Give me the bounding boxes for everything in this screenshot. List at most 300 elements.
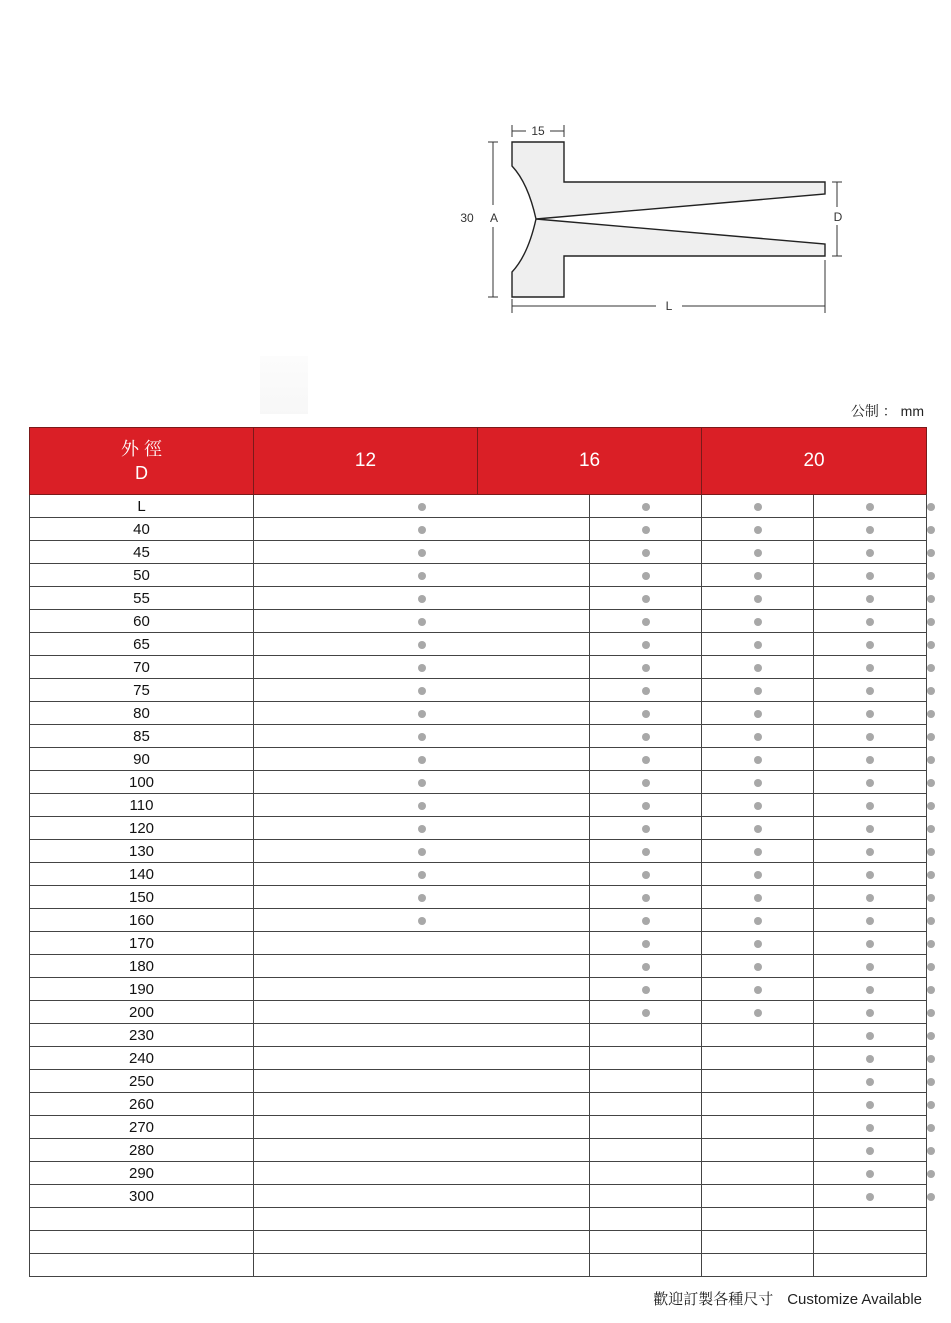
availability-dot-icon xyxy=(642,733,650,741)
availability-dot-icon xyxy=(642,549,650,557)
availability-cell xyxy=(590,610,702,633)
label-a: A xyxy=(489,211,499,225)
availability-dot-icon xyxy=(866,986,874,994)
profile-shape xyxy=(512,142,825,297)
availability-cell xyxy=(814,1185,927,1208)
availability-dot-icon xyxy=(866,756,874,764)
availability-cell xyxy=(590,817,702,840)
availability-cell xyxy=(254,1093,590,1116)
availability-dot-icon xyxy=(754,549,762,557)
availability-dot-icon xyxy=(642,710,650,718)
availability-dot-icon xyxy=(927,917,935,925)
availability-dot-icon xyxy=(754,894,762,902)
table-row xyxy=(30,656,927,679)
availability-cell xyxy=(814,495,927,518)
availability-cell xyxy=(590,679,702,702)
availability-cell xyxy=(702,955,814,978)
availability-dot-icon xyxy=(927,802,935,810)
row-length-label: 130 xyxy=(30,840,254,863)
availability-dot-icon xyxy=(754,641,762,649)
table-row xyxy=(30,679,927,702)
availability-dot-icon xyxy=(754,986,762,994)
availability-dot-icon xyxy=(927,1147,935,1155)
availability-cell xyxy=(814,702,927,725)
availability-cell xyxy=(254,1185,590,1208)
availability-cell xyxy=(590,794,702,817)
row-length-label: 160 xyxy=(30,909,254,932)
table-row xyxy=(30,932,927,955)
availability-dot-icon xyxy=(418,848,426,856)
availability-cell xyxy=(814,863,927,886)
footer-zh: 歡迎訂製各種尺寸 xyxy=(653,1291,774,1308)
availability-dot-icon xyxy=(754,779,762,787)
profile-diagram xyxy=(440,115,860,320)
availability-dot-icon xyxy=(754,503,762,511)
availability-dot-icon xyxy=(754,940,762,948)
footer-en: Customize Available xyxy=(787,1291,922,1308)
availability-cell xyxy=(814,794,927,817)
availability-cell xyxy=(254,1162,590,1185)
availability-cell xyxy=(590,1139,702,1162)
availability-dot-icon xyxy=(418,917,426,925)
availability-dot-icon xyxy=(642,526,650,534)
availability-cell xyxy=(590,518,702,541)
table-row xyxy=(30,610,927,633)
availability-dot-icon xyxy=(866,1078,874,1086)
availability-cell xyxy=(814,656,927,679)
availability-dot-icon xyxy=(927,1124,935,1132)
table-row xyxy=(30,495,927,518)
availability-cell xyxy=(254,1001,590,1024)
availability-dot-icon xyxy=(754,526,762,534)
row-length-label: 110 xyxy=(30,794,254,817)
table-row xyxy=(30,1162,927,1185)
availability-cell xyxy=(814,978,927,1001)
availability-cell xyxy=(702,1254,814,1277)
table-row xyxy=(30,587,927,610)
availability-cell xyxy=(702,702,814,725)
row-length-label: 150 xyxy=(30,886,254,909)
row-length-label: 55 xyxy=(30,587,254,610)
availability-dot-icon xyxy=(866,572,874,580)
availability-dot-icon xyxy=(927,825,935,833)
table-row xyxy=(30,1208,927,1231)
unit-label: 公制 ： mm xyxy=(850,403,924,419)
availability-cell xyxy=(590,587,702,610)
availability-dot-icon xyxy=(642,779,650,787)
availability-dot-icon xyxy=(927,664,935,672)
header-size-12: 12 xyxy=(254,428,478,495)
availability-cell xyxy=(702,495,814,518)
row-length-label: 90 xyxy=(30,748,254,771)
table-row xyxy=(30,1093,927,1116)
availability-dot-icon xyxy=(754,917,762,925)
availability-dot-icon xyxy=(927,618,935,626)
availability-dot-icon xyxy=(754,848,762,856)
availability-cell xyxy=(590,702,702,725)
availability-cell xyxy=(254,794,590,817)
availability-dot-icon xyxy=(754,664,762,672)
availability-dot-icon xyxy=(418,503,426,511)
availability-cell xyxy=(590,1162,702,1185)
availability-dot-icon xyxy=(642,825,650,833)
availability-cell xyxy=(814,1024,927,1047)
availability-cell xyxy=(814,909,927,932)
table-header-row xyxy=(30,428,927,495)
availability-cell xyxy=(702,610,814,633)
availability-cell xyxy=(254,748,590,771)
availability-cell xyxy=(814,932,927,955)
table-row xyxy=(30,748,927,771)
availability-dot-icon xyxy=(927,641,935,649)
row-length-label: 300 xyxy=(30,1185,254,1208)
availability-cell xyxy=(702,1139,814,1162)
availability-cell xyxy=(814,725,927,748)
availability-dot-icon xyxy=(927,503,935,511)
availability-cell xyxy=(254,909,590,932)
availability-cell xyxy=(702,1070,814,1093)
availability-dot-icon xyxy=(866,1147,874,1155)
availability-cell xyxy=(814,564,927,587)
availability-dot-icon xyxy=(927,710,935,718)
availability-cell xyxy=(702,1001,814,1024)
availability-cell xyxy=(590,1024,702,1047)
availability-cell xyxy=(590,771,702,794)
availability-dot-icon xyxy=(418,687,426,695)
availability-dot-icon xyxy=(754,572,762,580)
availability-cell xyxy=(254,1116,590,1139)
availability-cell xyxy=(254,886,590,909)
availability-dot-icon xyxy=(642,963,650,971)
availability-cell xyxy=(590,725,702,748)
row-length-label: 170 xyxy=(30,932,254,955)
availability-dot-icon xyxy=(866,595,874,603)
availability-cell xyxy=(702,771,814,794)
availability-cell xyxy=(814,840,927,863)
availability-dot-icon xyxy=(866,641,874,649)
row-length-label: 75 xyxy=(30,679,254,702)
availability-dot-icon xyxy=(642,802,650,810)
availability-cell xyxy=(702,518,814,541)
availability-dot-icon xyxy=(866,710,874,718)
availability-cell xyxy=(702,1024,814,1047)
availability-cell xyxy=(814,1116,927,1139)
availability-cell xyxy=(702,886,814,909)
availability-cell xyxy=(254,1047,590,1070)
row-length-label: 270 xyxy=(30,1116,254,1139)
availability-cell xyxy=(814,587,927,610)
row-length-label: 180 xyxy=(30,955,254,978)
availability-cell xyxy=(814,1254,927,1277)
availability-dot-icon xyxy=(866,894,874,902)
availability-cell xyxy=(254,840,590,863)
availability-cell xyxy=(254,495,590,518)
availability-dot-icon xyxy=(642,641,650,649)
availability-dot-icon xyxy=(754,756,762,764)
availability-dot-icon xyxy=(642,848,650,856)
availability-dot-icon xyxy=(642,503,650,511)
availability-dot-icon xyxy=(754,1009,762,1017)
row-length-label: 240 xyxy=(30,1047,254,1070)
availability-dot-icon xyxy=(927,549,935,557)
availability-cell xyxy=(814,633,927,656)
table-row xyxy=(30,1231,927,1254)
availability-dot-icon xyxy=(418,756,426,764)
table-row xyxy=(30,909,927,932)
availability-dot-icon xyxy=(418,641,426,649)
row-length-label xyxy=(30,1254,254,1277)
availability-dot-icon xyxy=(866,1193,874,1201)
availability-cell xyxy=(254,702,590,725)
row-length-label: 70 xyxy=(30,656,254,679)
availability-cell xyxy=(590,932,702,955)
table-row xyxy=(30,1116,927,1139)
availability-dot-icon xyxy=(866,1124,874,1132)
table-row xyxy=(30,863,927,886)
availability-cell xyxy=(702,656,814,679)
availability-cell xyxy=(814,955,927,978)
row-length-label: 200 xyxy=(30,1001,254,1024)
availability-cell xyxy=(254,725,590,748)
availability-dot-icon xyxy=(866,733,874,741)
availability-cell xyxy=(590,633,702,656)
availability-cell xyxy=(702,863,814,886)
availability-cell xyxy=(702,587,814,610)
availability-dot-icon xyxy=(927,1170,935,1178)
availability-cell xyxy=(590,1254,702,1277)
row-length-label: 85 xyxy=(30,725,254,748)
availability-dot-icon xyxy=(642,940,650,948)
availability-dot-icon xyxy=(418,595,426,603)
availability-dot-icon xyxy=(927,687,935,695)
table-row xyxy=(30,564,927,587)
availability-dot-icon xyxy=(866,526,874,534)
table-row xyxy=(30,518,927,541)
availability-dot-icon xyxy=(866,1170,874,1178)
availability-cell xyxy=(702,932,814,955)
availability-dot-icon xyxy=(866,848,874,856)
availability-dot-icon xyxy=(418,664,426,672)
availability-cell xyxy=(590,495,702,518)
availability-dot-icon xyxy=(642,917,650,925)
availability-dot-icon xyxy=(754,871,762,879)
availability-dot-icon xyxy=(866,1101,874,1109)
availability-cell xyxy=(814,679,927,702)
row-length-label: 60 xyxy=(30,610,254,633)
availability-dot-icon xyxy=(866,963,874,971)
availability-cell xyxy=(702,1047,814,1070)
header-diameter-symbol: D xyxy=(135,463,148,483)
availability-cell xyxy=(702,1185,814,1208)
availability-dot-icon xyxy=(866,1009,874,1017)
table-row xyxy=(30,794,927,817)
availability-dot-icon xyxy=(642,664,650,672)
table-row xyxy=(30,1070,927,1093)
availability-cell xyxy=(590,1208,702,1231)
height-dim-label: 30 xyxy=(460,211,474,225)
row-length-label: 290 xyxy=(30,1162,254,1185)
availability-cell xyxy=(254,1070,590,1093)
availability-dot-icon xyxy=(927,940,935,948)
availability-cell xyxy=(814,748,927,771)
table-row xyxy=(30,725,927,748)
availability-dot-icon xyxy=(418,894,426,902)
availability-cell xyxy=(590,1116,702,1139)
availability-dot-icon xyxy=(418,733,426,741)
availability-cell xyxy=(702,1162,814,1185)
row-length-label: 230 xyxy=(30,1024,254,1047)
availability-dot-icon xyxy=(866,618,874,626)
availability-dot-icon xyxy=(866,687,874,695)
row-length-label: L xyxy=(30,495,254,518)
availability-cell xyxy=(702,748,814,771)
table-row xyxy=(30,541,927,564)
availability-cell xyxy=(254,1208,590,1231)
availability-cell xyxy=(814,1162,927,1185)
header-diameter xyxy=(30,428,254,495)
availability-cell xyxy=(254,1231,590,1254)
availability-cell xyxy=(590,1001,702,1024)
availability-cell xyxy=(702,817,814,840)
row-length-label: 140 xyxy=(30,863,254,886)
availability-cell xyxy=(702,794,814,817)
row-length-label xyxy=(30,1231,254,1254)
row-length-label xyxy=(30,1208,254,1231)
availability-dot-icon xyxy=(927,595,935,603)
row-length-label: 45 xyxy=(30,541,254,564)
availability-cell xyxy=(590,1047,702,1070)
availability-dot-icon xyxy=(418,779,426,787)
availability-cell xyxy=(814,1093,927,1116)
availability-cell xyxy=(814,541,927,564)
availability-cell xyxy=(814,1139,927,1162)
table-row xyxy=(30,771,927,794)
availability-dot-icon xyxy=(754,802,762,810)
availability-dot-icon xyxy=(866,917,874,925)
row-length-label: 100 xyxy=(30,771,254,794)
availability-dot-icon xyxy=(927,1055,935,1063)
table-row xyxy=(30,1047,927,1070)
table-row xyxy=(30,633,927,656)
availability-dot-icon xyxy=(927,1032,935,1040)
availability-dot-icon xyxy=(927,526,935,534)
availability-dot-icon xyxy=(927,756,935,764)
availability-cell xyxy=(814,771,927,794)
availability-cell xyxy=(590,564,702,587)
table-row xyxy=(30,817,927,840)
availability-cell xyxy=(702,1093,814,1116)
availability-dot-icon xyxy=(642,871,650,879)
row-length-label: 50 xyxy=(30,564,254,587)
availability-dot-icon xyxy=(642,986,650,994)
availability-cell xyxy=(590,909,702,932)
availability-cell xyxy=(254,587,590,610)
availability-dot-icon xyxy=(927,1078,935,1086)
availability-cell xyxy=(814,1208,927,1231)
availability-dot-icon xyxy=(754,733,762,741)
availability-cell xyxy=(702,633,814,656)
row-length-label: 280 xyxy=(30,1139,254,1162)
availability-dot-icon xyxy=(418,710,426,718)
availability-dot-icon xyxy=(418,572,426,580)
table-row xyxy=(30,840,927,863)
availability-cell xyxy=(254,817,590,840)
top-dim-label: 15 xyxy=(531,124,545,138)
faded-thumbnail xyxy=(260,356,308,414)
availability-dot-icon xyxy=(642,595,650,603)
availability-cell xyxy=(814,1047,927,1070)
availability-dot-icon xyxy=(927,871,935,879)
availability-dot-icon xyxy=(754,825,762,833)
row-length-label: 65 xyxy=(30,633,254,656)
availability-cell xyxy=(814,1231,927,1254)
availability-dot-icon xyxy=(927,733,935,741)
availability-dot-icon xyxy=(866,779,874,787)
availability-cell xyxy=(254,1254,590,1277)
availability-cell xyxy=(590,863,702,886)
availability-dot-icon xyxy=(754,710,762,718)
availability-dot-icon xyxy=(927,963,935,971)
table-row xyxy=(30,702,927,725)
availability-dot-icon xyxy=(927,1009,935,1017)
availability-dot-icon xyxy=(418,549,426,557)
footer-note xyxy=(653,1288,922,1309)
availability-cell xyxy=(254,1024,590,1047)
availability-cell xyxy=(702,564,814,587)
availability-cell xyxy=(254,863,590,886)
row-length-label: 190 xyxy=(30,978,254,1001)
availability-cell xyxy=(254,1139,590,1162)
availability-cell xyxy=(254,978,590,1001)
label-l: L xyxy=(665,299,673,313)
table-row xyxy=(30,1139,927,1162)
availability-dot-icon xyxy=(866,1032,874,1040)
availability-dot-icon xyxy=(418,802,426,810)
availability-dot-icon xyxy=(418,618,426,626)
availability-cell xyxy=(590,840,702,863)
row-length-label: 260 xyxy=(30,1093,254,1116)
availability-dot-icon xyxy=(642,572,650,580)
row-length-label: 40 xyxy=(30,518,254,541)
availability-dot-icon xyxy=(866,825,874,833)
availability-dot-icon xyxy=(418,526,426,534)
availability-dot-icon xyxy=(866,503,874,511)
availability-cell xyxy=(702,725,814,748)
table-row xyxy=(30,1254,927,1277)
availability-cell xyxy=(814,518,927,541)
availability-dot-icon xyxy=(866,871,874,879)
availability-dot-icon xyxy=(866,1055,874,1063)
availability-dot-icon xyxy=(642,894,650,902)
size-table xyxy=(29,427,927,1277)
availability-cell xyxy=(254,771,590,794)
availability-dot-icon xyxy=(642,618,650,626)
availability-dot-icon xyxy=(642,756,650,764)
availability-cell xyxy=(702,1208,814,1231)
availability-cell xyxy=(702,1116,814,1139)
table-row xyxy=(30,978,927,1001)
table-row xyxy=(30,886,927,909)
row-length-label: 120 xyxy=(30,817,254,840)
availability-dot-icon xyxy=(754,595,762,603)
availability-dot-icon xyxy=(927,779,935,787)
availability-cell xyxy=(702,978,814,1001)
availability-dot-icon xyxy=(754,618,762,626)
availability-dot-icon xyxy=(866,549,874,557)
table-row xyxy=(30,1001,927,1024)
availability-cell xyxy=(814,817,927,840)
availability-dot-icon xyxy=(927,986,935,994)
